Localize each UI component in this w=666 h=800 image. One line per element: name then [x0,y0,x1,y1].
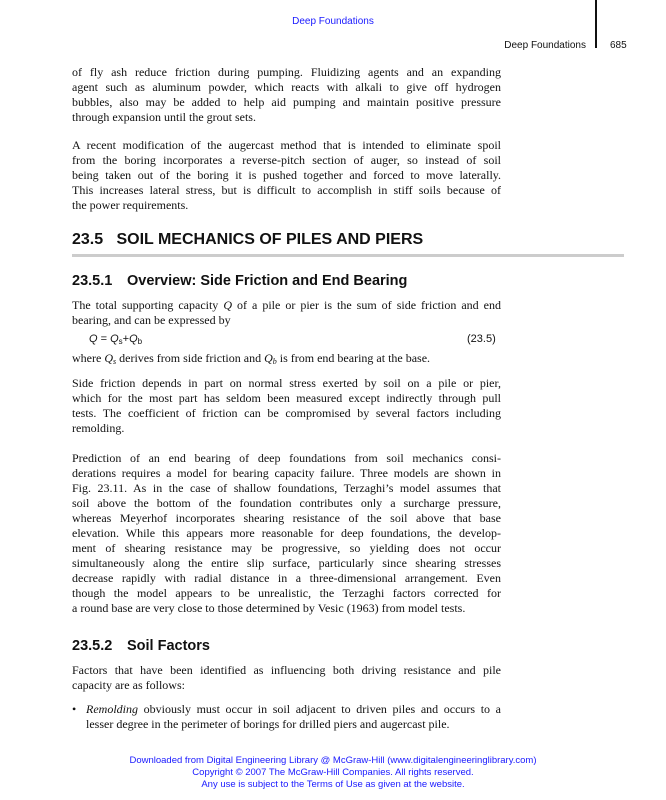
subsection-number: 23.5.1 [72,273,113,289]
text-segment: the power requirements. [72,198,189,212]
eq-qs: Q [110,333,119,345]
paragraph-fly-ash [72,65,501,125]
equation-number: (23.5) [467,333,496,345]
italic-term: Remolding [86,702,138,716]
text-segment: through expansion until the grout sets. [72,110,256,124]
text-segment: derives from side friction and [116,351,265,365]
text-segment: bearing, and can be expressed by [72,313,231,327]
text-segment: A recent modification of the augercast method that is intended to eliminate spoil [72,138,501,152]
subscript: b [272,357,277,366]
text-segment: whereas Meyerhof incorporates shearing resistance of the soil above that base [72,511,501,525]
eq-q: Q [89,333,98,345]
running-head: Deep Foundations [504,40,586,51]
bullet-icon: • [72,702,77,716]
text-line [72,391,501,406]
text-line [72,541,501,556]
text-segment: Factors that have been identified as influencing both driving resistance and pile [72,663,501,677]
text-segment: is from end bearing at the base. [276,351,431,365]
equation [89,333,142,346]
text-line [72,678,501,693]
text-line [72,153,501,168]
text-line [72,663,501,678]
text-line [72,511,501,526]
text-segment: agent such as aluminum powder, which reacts with alkali to give off hydrogen [72,80,501,94]
text-line [72,351,501,366]
text-line [72,198,501,213]
text-segment: tests. The coefficient of friction can be compromised by several factors including [72,406,501,420]
text-segment: from the boring incorporates a reverse-pitch section of auger, so instead of soil [72,153,501,167]
text-line [72,110,501,125]
italic-term: $Q_b$ [264,351,277,366]
header-divider [595,0,597,48]
footer-terms: Any use is subject to the Terms of Use as given at the website. [201,779,465,790]
text-segment: decrease rapidly with radial distance in a three-dimensional arrangement. Even [72,571,501,585]
eq-plus: + [122,333,130,345]
text-line [72,65,501,80]
text-segment: capacity are as follows: [72,678,185,692]
text-line [72,80,501,95]
page-number: 685 [610,40,627,51]
paragraph-side-friction [72,376,501,436]
text-segment: This increases lateral stress, but is difficult to accomplish in stiff soils because of [72,183,501,197]
text-line [72,421,501,436]
text-segment: which for the most part has seldom been measured except indirectly through pull [72,391,501,405]
text-segment: simultaneously along the entire slip surface, particularly since shearing stresses [72,556,501,570]
text-line [72,406,501,421]
subsection-number: 23.5.2 [72,638,113,654]
text-segment: obviously must occur in soil adjacent to driven piles and occurs to a [138,702,501,716]
italic-term: Q [223,298,232,312]
text-segment: though the model appears to be unrealistic, the Terzaghi factors corrected for [72,586,501,600]
footer-copyright: Copyright © 2007 The McGraw-Hill Companies. All rights reserved. [192,767,474,778]
text-segment: elevation. While this appears more reasonable for deep foundations, the develop- [72,526,501,540]
text-line [72,481,501,496]
section-title: SOIL MECHANICS OF PILES AND PIERS [116,231,424,248]
eq-equals: = [97,333,111,345]
subsection-title: Soil Factors [127,638,210,654]
text-segment: derations requires a model for bearing capacity failure. Three models are shown in [72,466,501,480]
text-segment: a round base are very close to those determined by Vesic (1963) from model tests. [72,601,466,615]
paragraph-end-bearing [72,451,501,616]
document-title-link[interactable]: Deep Foundations [292,16,374,27]
text-segment: Side friction depends in part on normal stress exerted by soil on a pile or pier, [72,376,501,390]
paragraph-augercast [72,138,501,213]
subsection-title: Overview: Side Friction and End Bearing [127,273,408,289]
text-line [72,601,501,616]
text-segment: of a pile or pier is the sum of side friction and end [232,298,502,312]
section-heading [72,231,423,249]
footer-download-link[interactable]: Downloaded from Digital Engineering Library @ McGraw-Hill (www.digitalengineeringlibrary.com) [129,755,537,766]
text-segment: lesser degree in the perimeter of borings for drilled piers and augercast pile. [86,717,450,731]
text-segment: Prediction of an end bearing of deep foundations from soil mechanics consi- [72,451,501,465]
text-segment: soil above the bottom of the foundation contributes only a surcharge pressure, [72,496,501,510]
subsection-heading-soil-factors [72,638,210,654]
text-segment: being taken out of the boring it is pushed together and forced to move laterally. [72,168,501,182]
italic-term: $Q_s$ [104,351,117,366]
paragraph-total-capacity [72,298,501,328]
paragraph-where [72,351,501,366]
text-line [72,168,501,183]
text-line [72,95,501,110]
text-segment: of fly ash reduce friction during pumping. Fluidizing agents and an expanding [72,65,501,79]
text-line [72,496,501,511]
text-segment: remolding. [72,421,125,435]
text-segment: The total supporting capacity [72,298,224,312]
subsection-heading-overview [72,273,407,289]
eq-sub-s: s [118,337,123,346]
text-segment: ment of shearing resistance may be progressive, so yielding does not occur [72,541,501,555]
subscript: s [113,357,117,366]
text-line [72,526,501,541]
footer [0,755,666,791]
text-line [72,298,501,313]
section-rule [72,254,624,257]
section-number: 23.5 [72,231,104,248]
text-segment: Fig. 23.11. As in the case of shallow foundations, Terzaghi’s model assumes that [72,481,501,495]
paragraph-factors [72,663,501,693]
text-line [72,376,501,391]
text-line [72,451,501,466]
text-line [86,717,501,732]
eq-sub-b: b [137,337,143,346]
text-line [72,556,501,571]
text-line [86,702,501,717]
eq-qb: Q [129,333,138,345]
text-segment: where [72,351,105,365]
text-segment: bubbles, also may be added to help aid pumping and maintain positive pressure [72,95,501,109]
text-line [72,313,501,328]
list-item-remolding [86,702,501,732]
text-line [72,571,501,586]
text-line [72,466,501,481]
text-line [72,138,501,153]
text-line [72,586,501,601]
text-line [72,183,501,198]
